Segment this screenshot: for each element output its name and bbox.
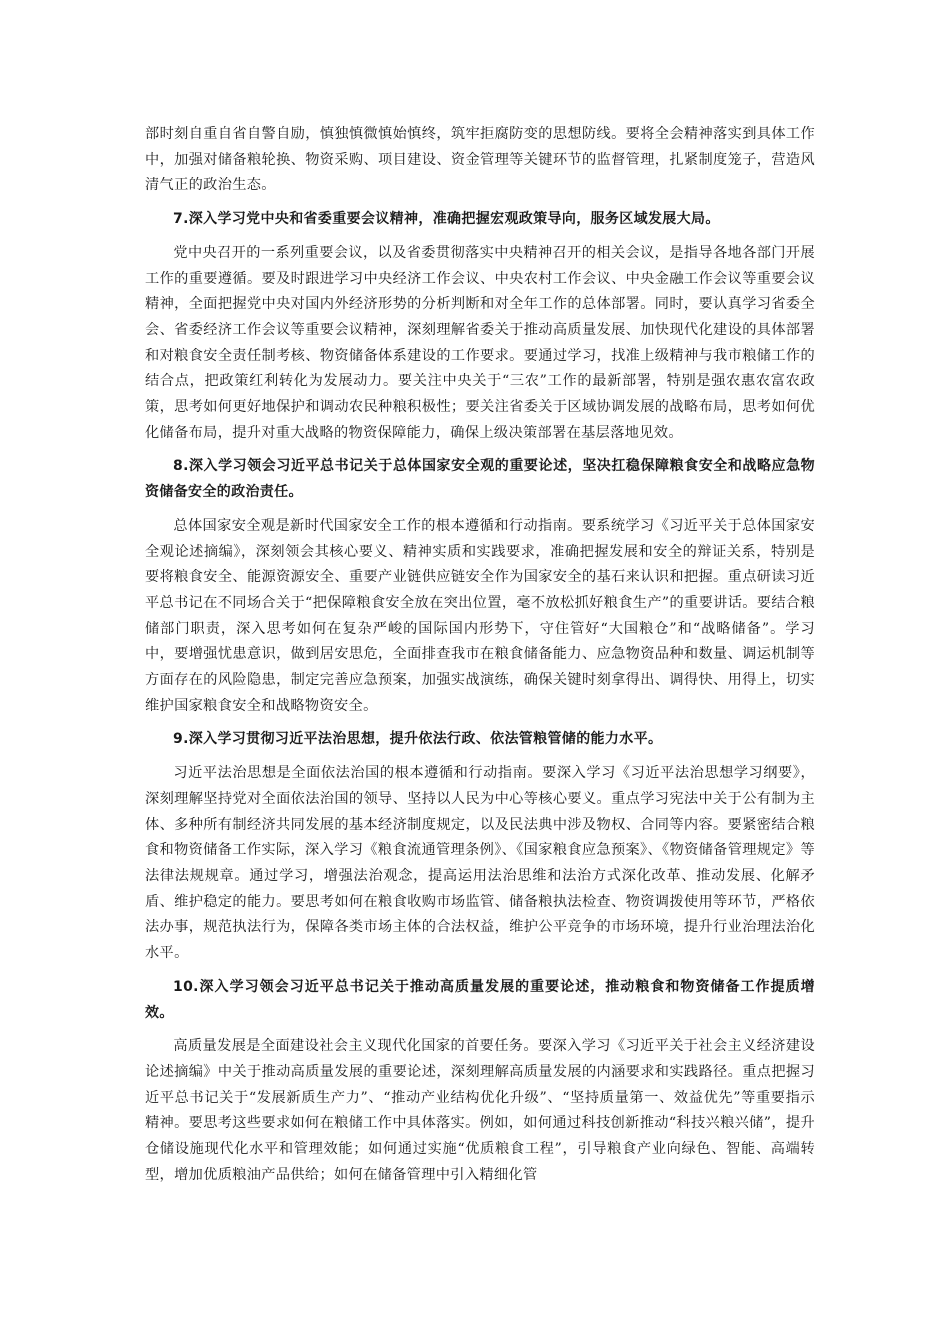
section-heading-8: 8.深入学习领会习近平总书记关于总体国家安全观的重要论述，坚决扛稳保障粮食安全和战略应急物资储备安全的政治责任。 xyxy=(145,458,815,501)
document-page xyxy=(145,122,815,1196)
paragraph-continued: 部时刻自重自省自警自励，慎独慎微慎始慎终，筑牢拒腐防变的思想防线。要将全会精神落实到具体工作中，加强对储备粮轮换、物资采购、项目建设、资金管理等关键环节的监督管理，扎紧制度笼子，营造风清气正的政治生态。 xyxy=(145,126,815,194)
paragraph-section-10: 高质量发展是全面建设社会主义现代化国家的首要任务。要深入学习《习近平关于社会主义经济建设论述摘编》中关于推动高质量发展的重要论述，深刻理解高质量发展的内涵要求和实践路径。重点把握习近平总书记关于“发展新质生产力”、“推动产业结构优化升级”、“坚持质量第一、效益优先”等重要指示精神。要思考这些要求如何在粮储工作中具体落实。例如，如何通过科技创新推动“科技兴粮兴储”，提升仓储设施现代化水平和管理效能；如何通过实施“优质粮食工程”，引导粮食产业向绿色、智能、高端转型，增加优质粮油产品供给；如何在储备管理中引入精细化管 xyxy=(145,1038,815,1183)
section-heading-10: 10.深入学习领会习近平总书记关于推动高质量发展的重要论述，推动粮食和物资储备工作提质增效。 xyxy=(145,978,815,1021)
section-heading-7: 7.深入学习党中央和省委重要会议精神，准确把握宏观政策导向，服务区域发展大局。 xyxy=(173,211,720,228)
paragraph-section-7: 党中央召开的一系列重要会议，以及省委贯彻落实中央精神召开的相关会议，是指导各地各部门开展工作的重要遵循。要及时跟进学习中央经济工作会议、中央农村工作会议、中央金融工作会议等重要会议精神，全面把握党中央对国内外经济形势的分析判断和对全年工作的总体部署。同时，要认真学习省委全会、省委经济工作会议等重要会议精神，深刻理解省委关于推动高质量发展、加快现代化建设的具体部署和对粮食安全责任制考核、物资储备体系建设的工作要求。要通过学习，找准上级精神与我市粮储工作的结合点，把政策红利转化为发展动力。要关注中央关于“三农”工作的最新部署，特别是强农惠农富农政策，思考如何更好地保护和调动农民种粮积极性；要关注省委关于区域协调发展的战略布局，思考如何优化储备布局，提升对重大战略的物资保障能力，确保上级决策部署在基层落地见效。 xyxy=(145,244,815,441)
paragraph-section-8: 总体国家安全观是新时代国家安全工作的根本遵循和行动指南。要系统学习《习近平关于总体国家安全观论述摘编》，深刻领会其核心要义、精神实质和实践要求，准确把握发展和安全的辩证关系，特别是要将粮食安全、能源资源安全、重要产业链供应链安全作为国家安全的基石来认识和把握。重点研读习近平总书记在不同场合关于“把保障粮食安全放在突出位置，毫不放松抓好粮食生产”的重要讲话。要结合粮储部门职责，深入思考如何在复杂严峻的国际国内形势下，守住管好“大国粮仓”和“战略储备”。学习中，要增强忧患意识，做到居安思危，全面排查我市在粮食储备能力、应急物资品种和数量、调运机制等方面存在的风险隐患，制定完善应急预案，加强实战演练，确保关键时刻拿得出、调得快、用得上，切实维护国家粮食安全和战略物资安全。 xyxy=(145,517,815,714)
section-heading-9: 9.深入学习贯彻习近平法治思想，提升依法行政、依法管粮管储的能力水平。 xyxy=(173,731,663,748)
paragraph-section-9: 习近平法治思想是全面依法治国的根本遵循和行动指南。要深入学习《习近平法治思想学习纲要》，深刻理解坚持党对全面依法治国的领导、坚持以人民为中心等核心要义。重点学习宪法中关于公有制为主体、多种所有制经济共同发展的基本经济制度规定，以及民法典中涉及物权、合同等内容。要紧密结合粮食和物资储备工作实际，深入学习《粮食流通管理条例》、《国家粮食应急预案》、《物资储备管理规定》等法律法规规章。通过学习，增强法治观念，提高运用法治思维和法治方式深化改革、推动发展、化解矛盾、维护稳定的能力。要思考如何在粮食收购市场监管、储备粮执法检查、物资调拨使用等环节，严格依法办事，规范执法行为，保障各类市场主体的合法权益，维护公平竞争的市场环境，提升行业治理法治化水平。 xyxy=(145,765,815,962)
